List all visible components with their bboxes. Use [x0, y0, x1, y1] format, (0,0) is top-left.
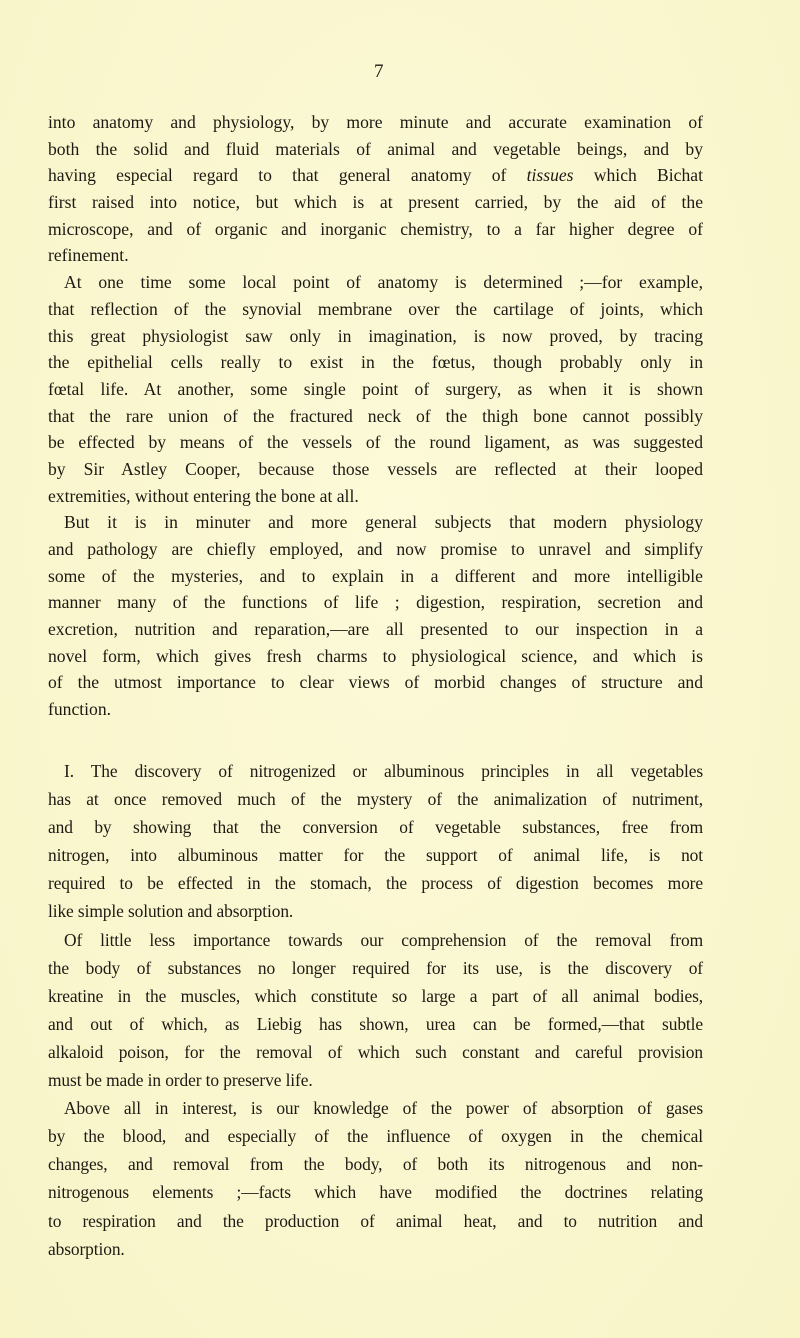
text-block-top	[48, 109, 703, 723]
text-line: manner many of the functions of life ; digestion, respiration, secretion and	[48, 592, 703, 613]
text-line: But it is in minuter and more general subjects that modern physiology	[64, 512, 703, 533]
text-line: that the rare union of the fractured neck of the thigh bone cannot possibly	[48, 405, 703, 426]
text-line: refinement.	[48, 245, 129, 266]
text-line: novel form, which gives fresh charms to physiological science, and which is	[48, 645, 703, 666]
text-line: alkaloid poison, for the removal of which such constant and careful provision	[48, 1041, 703, 1062]
text-line: function.	[48, 699, 112, 720]
text-line: excretion, nutrition and reparation,—are all presented to our inspection in a	[48, 619, 703, 640]
text-line: by Sir Astley Cooper, because those vessels are reflected at their looped	[48, 458, 703, 479]
text-line: both the solid and fluid materials of animal and vegetable beings, and by	[48, 138, 703, 159]
paragraph	[48, 269, 703, 509]
text-line: must be made in order to preserve life.	[48, 1070, 313, 1091]
text-line: and out of which, as Liebig has shown, urea can be formed,—that subtle	[48, 1013, 703, 1034]
text-line: into anatomy and physiology, by more minute and accurate examination of	[48, 112, 703, 132]
paragraph	[48, 1094, 703, 1263]
text-line	[48, 162, 703, 189]
text-line: fœtal life. At another, some single point of surgery, as when it is shown	[48, 378, 703, 399]
text-line: like simple solution and absorption.	[48, 901, 294, 922]
text-line: has at once removed much of the mystery of the animalization of nutriment,	[48, 789, 703, 810]
text-line: and pathology are chiefly employed, and now promise to unravel and simplify	[48, 539, 703, 559]
text-line: to respiration and the production of animal heat, and to nutrition and	[48, 1210, 703, 1231]
text-line: the body of substances no longer required for its use, is the discovery of	[48, 957, 703, 978]
text-line: some of the mysteries, and to explain in a different and more intelligible	[48, 565, 703, 586]
text-segment: having especial regard to that general anatomy of	[48, 165, 527, 186]
text-line: absorption.	[48, 1238, 125, 1259]
text-line: Of little less importance towards our comprehension of the removal from	[64, 929, 703, 950]
text-line: first raised into notice, but which is at present carried, by the aid of the	[48, 192, 703, 213]
text-line: nitrogen, into albuminous matter for the support of animal life, is not	[48, 845, 703, 866]
text-line: and by showing that the conversion of vegetable substances, free from	[48, 817, 703, 838]
text-line: of the utmost importance to clear views of morbid changes of structure and	[48, 672, 703, 693]
text-line: required to be effected in the stomach, the process of digestion becomes more	[48, 873, 703, 894]
paragraph	[48, 926, 703, 1095]
text-line: kreatine in the muscles, which constitute so large a part of all animal bodies,	[48, 985, 703, 1006]
italic-term: tissues	[526, 165, 574, 186]
text-line: At one time some local point of anatomy is determined ;—for example,	[64, 272, 703, 293]
text-line: that reflection of the synovial membrane over the cartilage of joints, which	[48, 298, 703, 319]
text-line: the epithelial cells really to exist in the fœtus, though probably only in	[48, 352, 703, 373]
text-line: microscope, and of organic and inorganic chemistry, to a far higher degree of	[48, 218, 703, 239]
text-line: changes, and removal from the body, of both its nitrogenous and non-	[48, 1154, 703, 1175]
text-line: by the blood, and especially of the influence of oxygen in the chemical	[48, 1126, 703, 1147]
paragraph	[48, 109, 703, 269]
page-number: 7	[374, 61, 384, 82]
text-line: nitrogenous elements ;—facts which have modified the doctrines relating	[48, 1182, 703, 1203]
text-line: I. The discovery of nitrogenized or albuminous principles in all vegetables	[64, 761, 703, 781]
text-line: be effected by means of the vessels of the round ligament, as was suggested	[48, 432, 703, 453]
paragraph	[48, 757, 703, 926]
text-block-bottom	[48, 757, 703, 1263]
text-line: Above all in interest, is our knowledge of the power of absorption of gases	[64, 1098, 703, 1119]
text-line: extremities, without entering the bone at all.	[48, 485, 359, 506]
text-line: this great physiologist saw only in imagination, is now proved, by tracing	[48, 325, 703, 346]
paragraph	[48, 509, 703, 723]
text-segment: which Bichat	[573, 165, 703, 186]
